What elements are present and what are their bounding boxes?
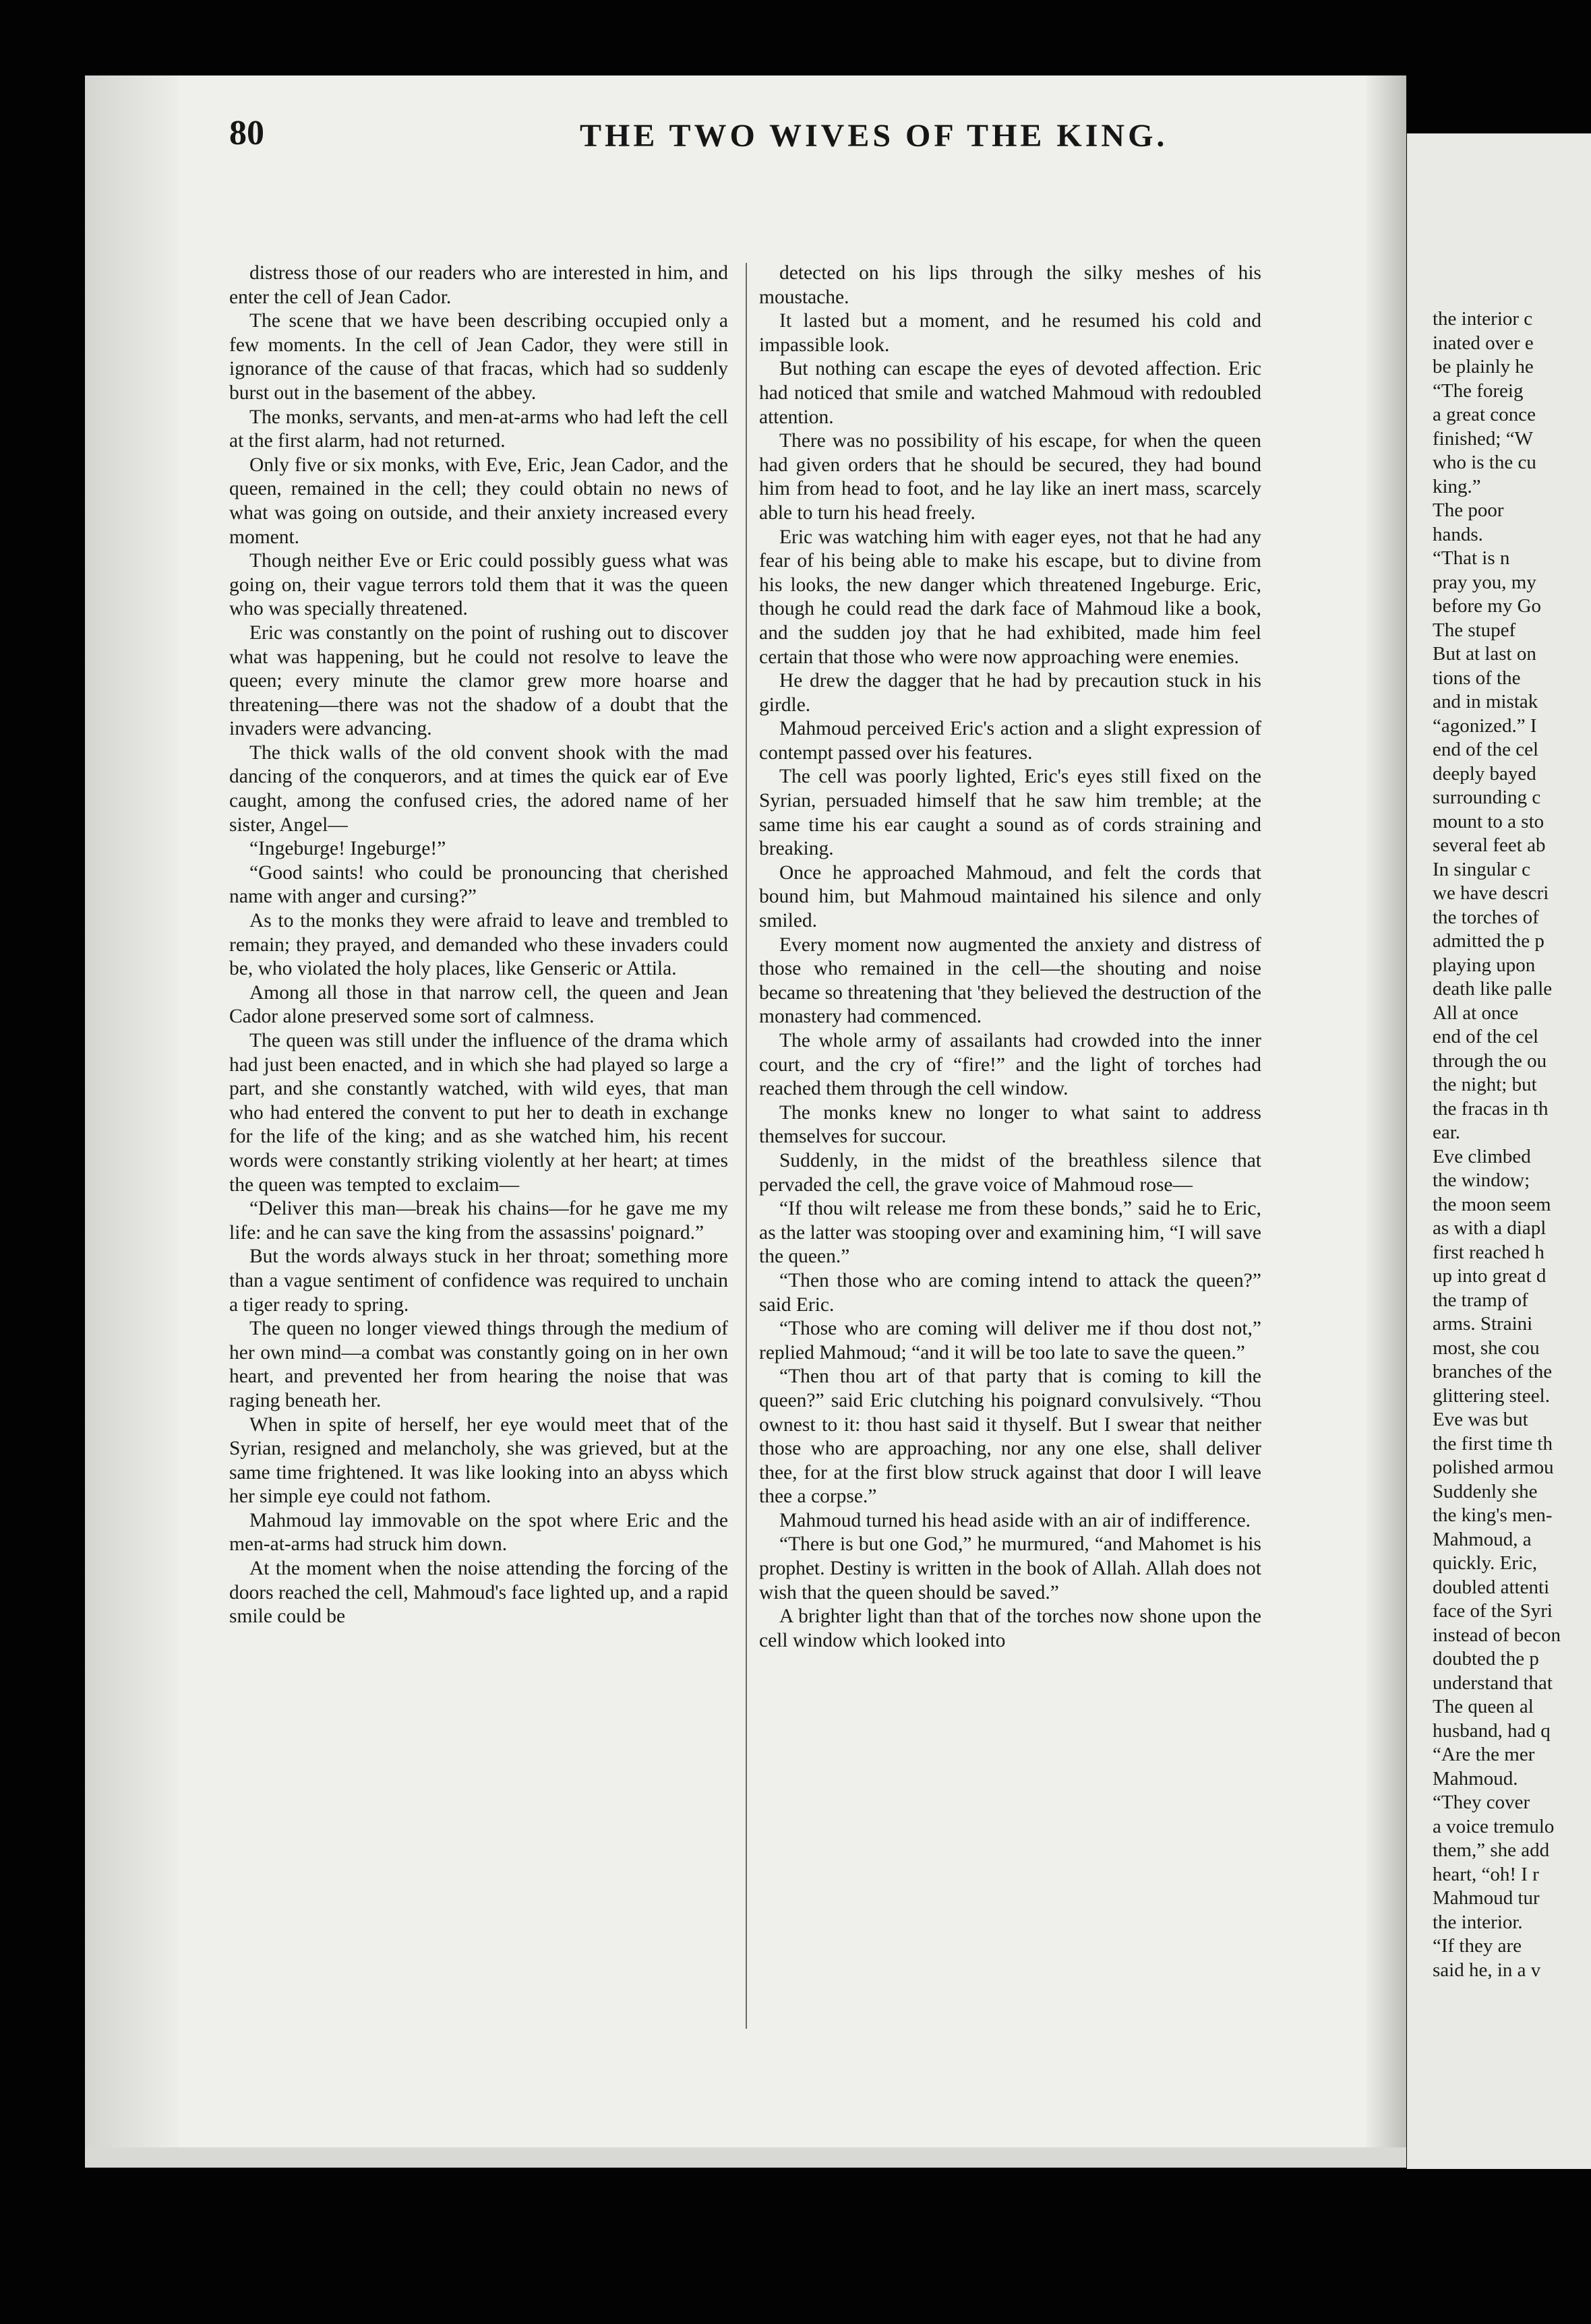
text-line: quickly. Eric, [1433, 1552, 1538, 1574]
text-line: “If they are [1433, 1935, 1522, 1957]
text-line: understand that [1433, 1672, 1553, 1694]
paragraph: The scene that we have been describing occupied only a few moments. In the cell of Jean Cador, they were still in ignorance of the cause of that fracas, which had so suddenly burst out in the basement of the abbey. [229, 310, 728, 404]
paragraph: Mahmoud lay immovable on the spot where Eric and the men-at-arms had struck him down. [229, 1509, 728, 1556]
paragraph: Eric was watching him with eager eyes, not that he had any fear of his being able to make his escape, but to divine from his looks, the new danger which threatened Ingeburge. Eric, though he could read the dark face of Mahmoud like a book, and the sudden joy that he had exhibited, made him feel certain that those who were now approaching were enemies. [759, 526, 1261, 668]
paragraph: detected on his lips through the silky meshes of his moustache. [759, 262, 1261, 308]
paragraph: Though neither Eve or Eric could possibly guess what was going on, their vague terrors told them that it was the queen who was specially threatened. [229, 550, 728, 620]
text-line: All at once [1433, 1002, 1519, 1024]
paragraph: It lasted but a moment, and he resumed his cold and impassible look. [759, 310, 1261, 356]
paragraph: Mahmoud turned his head aside with an air of indifference. [779, 1509, 1251, 1531]
paragraph: The monks knew no longer to what saint to address themselves for succour. [759, 1101, 1261, 1148]
text-line: branches of the [1433, 1361, 1553, 1382]
paragraph: He drew the dagger that he had by precaution stuck in his girdle. [759, 670, 1261, 716]
text-line: the interior. [1433, 1911, 1523, 1933]
text-line: Mahmoud, a [1433, 1528, 1532, 1550]
paragraph: The queen was still under the influence of the drama which had just been enacted, and in which she had played so large a part, and she constantly watched, with wild eyes, that man who had entered the convent to put her to death in exchange for the life of the king; and as she watched him, his recent words were constantly striking violently at her heart; at times the queen was tempted to exclaim— [229, 1030, 728, 1196]
paragraph: “Deliver this man—break his chains—for he gave me my life: and he can save the king from the assassins' poignard.” [229, 1198, 728, 1244]
text-line: the fracas in th [1433, 1097, 1549, 1120]
text-line: instead of becon [1433, 1624, 1561, 1646]
text-line: the king's men- [1433, 1504, 1553, 1526]
text-line: the interior c [1433, 308, 1533, 330]
paragraph: When in spite of herself, her eye would meet that of the Syrian, resigned and melancholy, she was grieved, but at the same time frightened. It was like looking into an abyss which her simple eye could not fathom. [229, 1413, 728, 1508]
text-line: king.” [1433, 475, 1481, 497]
paragraph: “Then those who are coming intend to attack the queen?” said Eric. [759, 1269, 1261, 1316]
text-line: who is the cu [1433, 452, 1536, 473]
paragraph: The cell was poorly lighted, Eric's eyes still fixed on the Syrian, persuaded himself that he saw him tremble; at the same time his ear caught a sound as of cords straining and breaking. [759, 766, 1261, 860]
text-line: glittering steel. [1433, 1384, 1550, 1407]
text-line: But at last on [1433, 643, 1536, 665]
text-line: polished armou [1433, 1457, 1554, 1478]
text-line: the moon seem [1433, 1193, 1551, 1215]
text-line: be plainly he [1433, 356, 1534, 377]
text-line: death like palle [1433, 978, 1553, 1000]
text-line: “Are the mer [1433, 1744, 1535, 1765]
paragraph: Once he approached Mahmoud, and felt the cords that bound him, but Mahmoud maintained his silence and only smiled. [759, 861, 1261, 932]
paragraph: There was no possibility of his escape, for when the queen had given orders that he should be secured, they had bound him from head to foot, and he lay like an inert mass, scarcely able to turn his head freely. [759, 430, 1261, 524]
text-line: and in mistak [1433, 691, 1538, 712]
paragraph: The monks, servants, and men-at-arms who had left the cell at the first alarm, had not returned. [229, 406, 728, 452]
text-line: face of the Syri [1433, 1600, 1553, 1622]
text-line: playing upon [1433, 954, 1536, 976]
text-line: admitted the p [1433, 930, 1544, 952]
text-line: doubted the p [1433, 1648, 1539, 1670]
paragraph: Every moment now augmented the anxiety and distress of those who remained in the cell—the shouting and noise became so threatening that 'they believed the destruction of the monastery had commenced. [759, 934, 1261, 1028]
text-line: The queen al [1433, 1696, 1534, 1717]
text-line: most, she cou [1433, 1337, 1540, 1359]
text-line: the night; but [1433, 1074, 1537, 1095]
text-line: inated over e [1433, 332, 1534, 354]
text-line: “They cover [1433, 1792, 1530, 1813]
page-fold-shadow [1366, 75, 1406, 2168]
text-line: as with a diapl [1433, 1217, 1547, 1239]
text-line: the first time th [1433, 1432, 1553, 1455]
paragraph: “Good saints! who could be pronouncing that cherished name with anger and cursing?” [229, 861, 728, 908]
text-line: surrounding c [1433, 787, 1541, 808]
column-divider [746, 263, 747, 2029]
paragraph: Only five or six monks, with Eve, Eric, Jean Cador, and the queen, remained in the cell; they could obtain no news of what was going on outside, and their anxiety increased every moment. [229, 454, 728, 548]
paragraph: “There is but one God,” he murmured, “and Mahomet is his prophet. Destiny is written in the book of Allah. Allah does not wish that the queen should be saved.” [759, 1533, 1261, 1603]
paragraph: A brighter light than that of the torches now shone upon the cell window which looked into [759, 1606, 1261, 1651]
running-head: THE TWO WIVES OF THE KING. [580, 118, 1168, 154]
text-line: said he, in a v [1433, 1959, 1541, 1981]
paragraph: The queen no longer viewed things through the medium of her own mind—a combat was constantly going on in her own heart, and prevented her from hearing the noise that was raging beneath her. [229, 1318, 728, 1411]
text-line: In singular c [1433, 858, 1530, 880]
text-line: heart, “oh! I r [1433, 1863, 1539, 1885]
text-line: doubled attenti [1433, 1576, 1550, 1598]
paragraph: The thick walls of the old convent shook with the mad dancing of the conquerors, and at times the quick ear of Eve caught, among the confused cries, the adored name of her sister, Angel— [229, 741, 728, 836]
page-header [229, 113, 1375, 174]
text-line: arms. Straini [1433, 1313, 1533, 1335]
text-line: a voice tremulo [1433, 1815, 1555, 1837]
paragraph: “Then thou art of that party that is coming to kill the queen?” said Eric clutching his poignard convulsively. “Thou ownest to it: thou hast said it thyself. But I swear that neither those who are approaching, nor any one else, shall deliver thee, for at the first blow struck against that door I will leave thee a corpse.” [759, 1366, 1261, 1508]
text-line: end of the cel [1433, 1026, 1539, 1047]
text-line: before my Go [1433, 595, 1542, 617]
text-line: up into great d [1433, 1265, 1547, 1287]
paragraph: As to the monks they were afraid to leave and trembled to remain; they prayed, and demanded who these invaders could be, who violated the holy places, like Genseric or Attila. [229, 910, 728, 980]
text-line: ear. [1433, 1122, 1461, 1143]
text-line: Mahmoud. [1433, 1767, 1518, 1790]
text-line: end of the cel [1433, 739, 1539, 760]
text-line: the window; [1433, 1169, 1530, 1191]
paragraph: At the moment when the noise attending the forcing of the doors reached the cell, Mahmoud's face lighted up, and a rapid smile could be [229, 1558, 728, 1628]
text-line: Eve climbed [1433, 1145, 1531, 1167]
paragraph: Among all those in that narrow cell, the queen and Jean Cador alone preserved some sort of calmness. [229, 981, 728, 1028]
text-line: several feet ab [1433, 834, 1546, 856]
text-line: a great conce [1433, 404, 1536, 425]
text-line: Eve was but [1433, 1409, 1528, 1430]
text-line: hands. [1433, 523, 1483, 545]
text-line: Mahmoud tur [1433, 1887, 1540, 1909]
text-line: deeply bayed [1433, 762, 1536, 785]
paragraph: Suddenly, in the midst of the breathless silence that pervaded the cell, the grave voice of Mahmoud rose— [759, 1149, 1261, 1196]
paragraph: “Those who are coming will deliver me if thou dost not,” replied Mahmoud; “and it will be too late to save the queen.” [759, 1318, 1261, 1364]
text-line: them,” she add [1433, 1839, 1550, 1861]
text-line: husband, had q [1433, 1719, 1551, 1742]
paragraph: “Ingeburge! Ingeburge!” [249, 838, 446, 860]
page-bottom-edge [85, 2147, 1406, 2168]
book-page-right [1407, 133, 1591, 2169]
text-line: finished; “W [1433, 427, 1533, 450]
text-line: Suddenly she [1433, 1480, 1538, 1502]
text-line: “The foreig [1433, 379, 1524, 402]
text-line: the torches of [1433, 906, 1539, 928]
text-line: through the ou [1433, 1049, 1547, 1072]
text-line: The poor [1433, 499, 1504, 521]
text-line: mount to a sto [1433, 810, 1544, 832]
paragraph: The whole army of assailants had crowded into the inner court, and the cry of “fire!” and the light of torches had reached them through the cell window. [759, 1030, 1261, 1100]
text-line: pray you, my [1433, 571, 1536, 593]
page-number: 80 [229, 114, 264, 152]
right-text-column-fragment [1433, 307, 1591, 2127]
page-margin-shadow [85, 75, 178, 2168]
text-line: “That is n [1433, 547, 1510, 569]
text-line: The stupef [1433, 619, 1516, 641]
text-line: first reached h [1433, 1241, 1544, 1263]
paragraph: distress those of our readers who are interested in him, and enter the cell of Jean Cador. [229, 262, 728, 308]
paragraph: Mahmoud perceived Eric's action and a slight expression of contempt passed over his features. [759, 718, 1261, 764]
text-line: the tramp of [1433, 1289, 1528, 1311]
left-text-column [229, 262, 728, 2048]
text-line: we have descri [1433, 882, 1549, 904]
paragraph: But nothing can escape the eyes of devoted affection. Eric had noticed that smile and watched Mahmoud with redoubled attention. [759, 358, 1261, 428]
paragraph: But the words always stuck in her throat; something more than a vague sentiment of confidence was required to unchain a tiger ready to spring. [229, 1246, 728, 1316]
text-line: “agonized.” I [1433, 714, 1537, 737]
middle-text-column [759, 262, 1261, 2048]
paragraph: “If thou wilt release me from these bonds,” said he to Eric, as the latter was stooping over and examining him, “I will save the queen.” [759, 1198, 1261, 1268]
text-line: tions of the [1433, 667, 1521, 689]
paragraph: Eric was constantly on the point of rushing out to discover what was happening, but he could not resolve to leave the queen; every minute the clamor grew more hoarse and threatening—there was not the shadow of a doubt that the invaders were advancing. [229, 621, 728, 740]
